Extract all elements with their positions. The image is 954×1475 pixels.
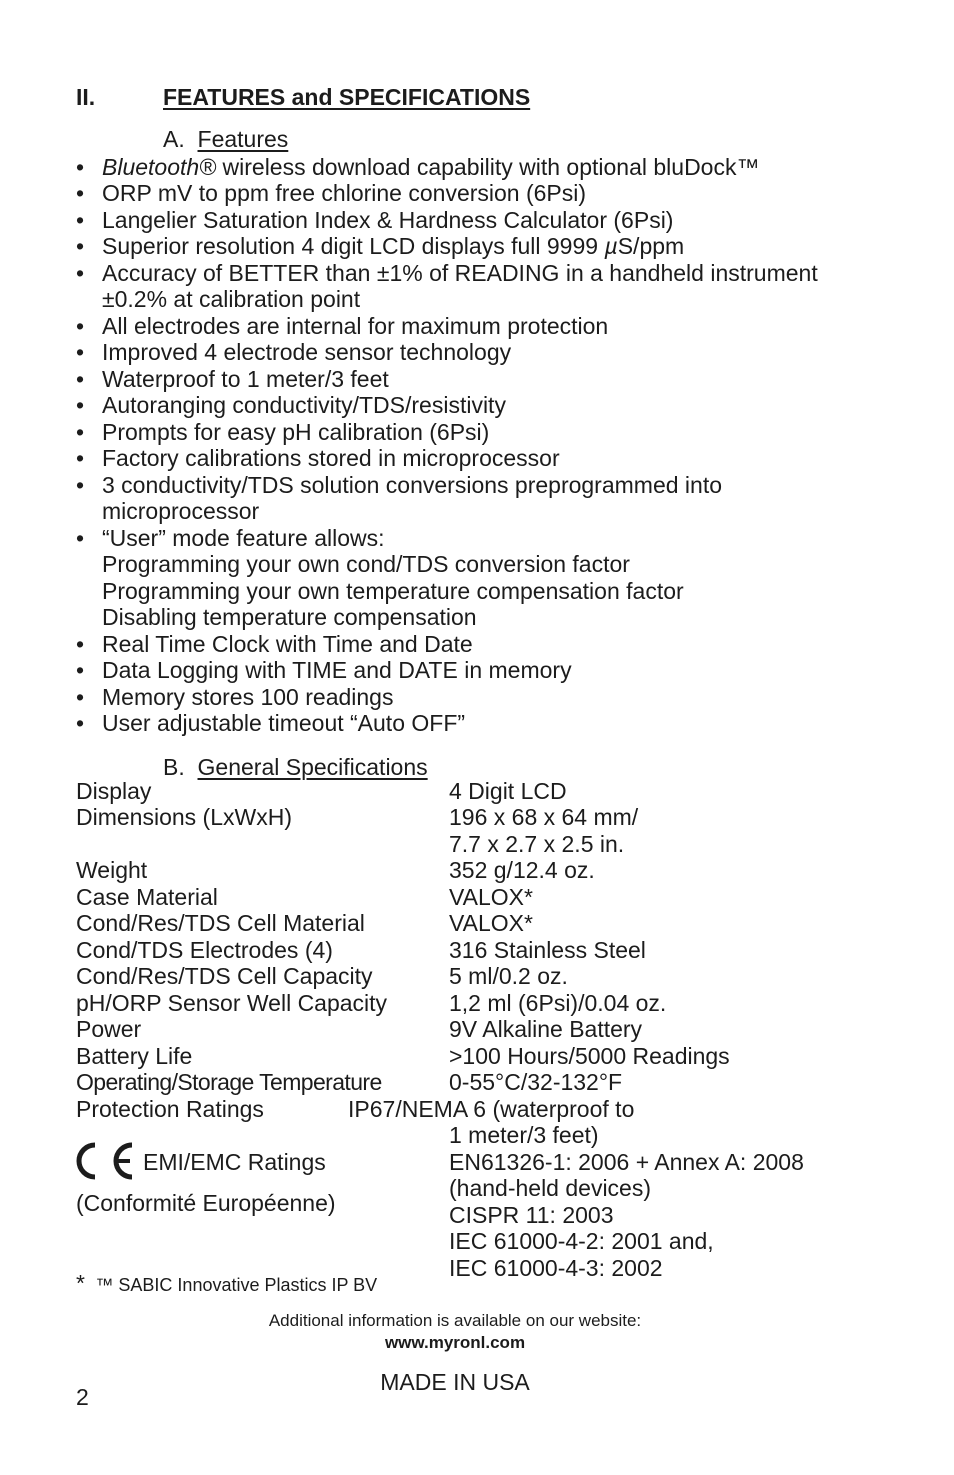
specs-letter: B.	[163, 754, 185, 780]
spec-value: 0-55°C/32-132°F	[449, 1069, 623, 1095]
footnote-star: *	[76, 1270, 85, 1296]
spec-label: Dimensions (LxWxH)	[76, 804, 292, 830]
bullet: •	[76, 710, 85, 736]
list-item: Memory stores 100 readings	[102, 684, 394, 710]
specs-heading	[163, 754, 428, 781]
section-number: II.	[76, 84, 96, 110]
made-in-usa: MADE IN USA	[380, 1369, 530, 1395]
spec-value: 4 Digit LCD	[449, 778, 567, 804]
spec-value: 1,2 ml (6Psi)/0.04 oz.	[449, 990, 667, 1016]
features-letter: A.	[163, 126, 185, 152]
emi-value: IEC 61000-4-3: 2002	[449, 1255, 663, 1281]
list-item-continuation: ±0.2% at calibration point	[102, 286, 361, 312]
spec-value: >100 Hours/5000 Readings	[449, 1043, 730, 1069]
footnote-text: ™ SABIC Innovative Plastics IP BV	[95, 1275, 378, 1295]
spec-value: 5 ml/0.2 oz.	[449, 963, 568, 989]
bullet: •	[76, 684, 85, 710]
list-item: Improved 4 electrode sensor technology	[102, 339, 512, 365]
spec-label: Case Material	[76, 884, 218, 910]
list-item-text: Superior resolution 4 digit LCD displays full 9999	[102, 233, 605, 259]
features-heading	[163, 126, 288, 153]
list-item: Waterproof to 1 meter/3 feet	[102, 366, 389, 392]
list-item: Accuracy of BETTER than ±1% of READING in a handheld instrument	[102, 260, 818, 286]
spec-value: 352 g/12.4 oz.	[449, 857, 595, 883]
website-link[interactable]: www.myronl.com	[384, 1333, 526, 1352]
bullet: •	[76, 233, 85, 259]
micro-symbol: µ	[604, 233, 618, 259]
bluetooth-text: Bluetooth®	[102, 154, 217, 180]
website-info: Additional information is available on our website:	[268, 1311, 642, 1330]
emi-value: CISPR 11: 2003	[449, 1202, 614, 1228]
spec-value: VALOX*	[449, 910, 533, 936]
spec-label: pH/ORP Sensor Well Capacity	[76, 990, 388, 1016]
bullet: •	[76, 260, 85, 286]
bullet: •	[76, 631, 85, 657]
page-number: 2	[76, 1384, 89, 1410]
list-item	[102, 233, 684, 260]
spec-label: Display	[76, 778, 152, 804]
spec-value: 9V Alkaline Battery	[449, 1016, 643, 1042]
spec-value-continuation: 1 meter/3 feet)	[449, 1122, 599, 1148]
bullet: •	[76, 366, 85, 392]
list-item: Langelier Saturation Index & Hardness Calculator (6Psi)	[102, 207, 674, 233]
spec-value: VALOX*	[449, 884, 533, 910]
bullet: •	[76, 313, 85, 339]
specs-heading-text: General Specifications	[197, 754, 428, 780]
bullet: •	[76, 657, 85, 683]
emi-label: EMI/EMC Ratings	[143, 1149, 326, 1175]
spec-label: Battery Life	[76, 1043, 193, 1069]
bullet: •	[76, 525, 85, 551]
spec-label: Power	[76, 1016, 142, 1042]
emi-sublabel: (Conformité Européenne)	[76, 1190, 336, 1216]
spec-label: Protection Ratings	[76, 1096, 264, 1122]
ce-mark-icon	[75, 1140, 137, 1182]
list-item-continuation: microprocessor	[102, 498, 260, 524]
list-item: Data Logging with TIME and DATE in memory	[102, 657, 572, 683]
list-item: ORP mV to ppm free chlorine conversion (6Psi)	[102, 180, 587, 206]
bullet: •	[76, 445, 85, 471]
emi-value: IEC 61000-4-2: 2001 and,	[449, 1228, 714, 1254]
emi-value: (hand-held devices)	[449, 1175, 652, 1201]
spec-value: 196 x 68 x 64 mm/	[449, 804, 639, 830]
list-item: Factory calibrations stored in microprocessor	[102, 445, 560, 471]
bullet: •	[76, 207, 85, 233]
spec-label: Operating/Storage Temperature	[76, 1069, 382, 1095]
sub-item: Programming your own temperature compensation factor	[102, 578, 684, 604]
list-item: Prompts for easy pH calibration (6Psi)	[102, 419, 490, 445]
list-item: Autoranging conductivity/TDS/resistivity	[102, 392, 506, 418]
list-item-text: S/ppm	[617, 233, 685, 259]
features-heading-text: Features	[197, 126, 289, 152]
bullet: •	[76, 154, 85, 180]
list-item: 3 conductivity/TDS solution conversions preprogrammed into	[102, 472, 723, 498]
spec-label: Cond/TDS Electrodes (4)	[76, 937, 333, 963]
bullet: •	[76, 339, 85, 365]
list-item: “User” mode feature allows:	[102, 525, 385, 551]
section-title: FEATURES and SPECIFICATIONS	[163, 84, 531, 110]
sub-item: Disabling temperature compensation	[102, 604, 477, 630]
list-item: User adjustable timeout “Auto OFF”	[102, 710, 466, 736]
list-item: All electrodes are internal for maximum protection	[102, 313, 609, 339]
emi-value: EN61326-1: 2006 + Annex A: 2008	[449, 1149, 804, 1175]
footnote	[76, 1270, 377, 1297]
bullet: •	[76, 419, 85, 445]
list-item-text: wireless download capability with optional bluDock™	[216, 154, 760, 180]
list-item: Real Time Clock with Time and Date	[102, 631, 473, 657]
spec-value-continuation: 7.7 x 2.7 x 2.5 in.	[449, 831, 625, 857]
bullet: •	[76, 472, 85, 498]
list-item	[102, 154, 759, 181]
spec-value: 316 Stainless Steel	[449, 937, 646, 963]
spec-label: Cond/Res/TDS Cell Capacity	[76, 963, 373, 989]
bullet: •	[76, 180, 85, 206]
bullet: •	[76, 392, 85, 418]
spec-label: Weight	[76, 857, 148, 883]
sub-item: Programming your own cond/TDS conversion factor	[102, 551, 630, 577]
spec-value: IP67/NEMA 6 (waterproof to	[348, 1096, 635, 1122]
spec-label: Cond/Res/TDS Cell Material	[76, 910, 365, 936]
